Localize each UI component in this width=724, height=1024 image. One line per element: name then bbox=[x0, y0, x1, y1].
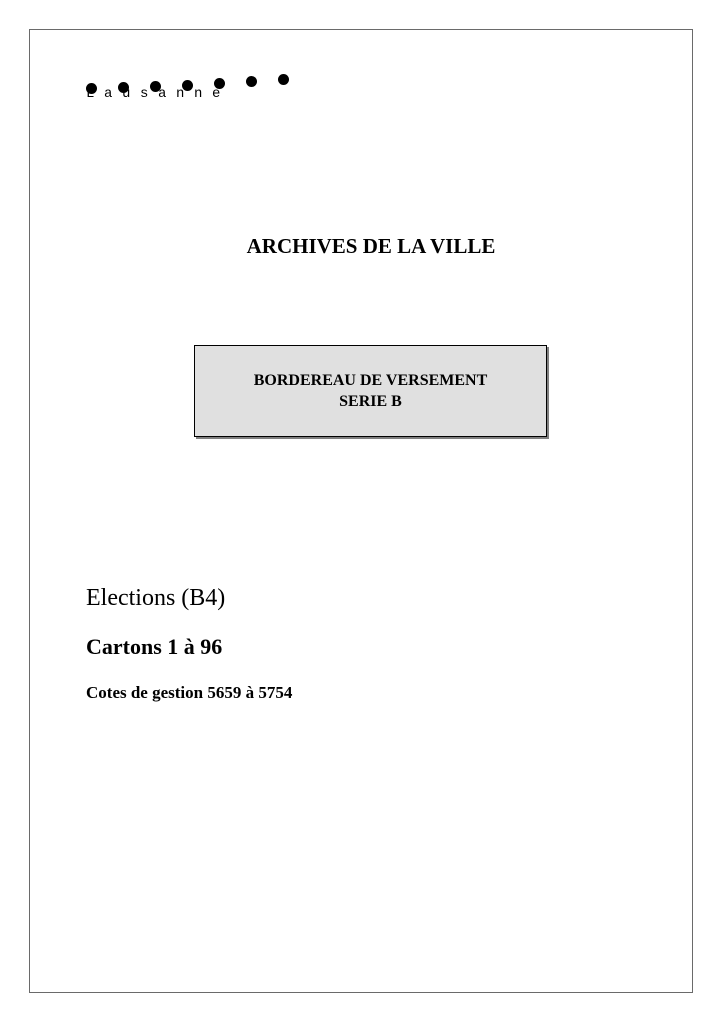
logo-wordmark: Lausanne bbox=[86, 86, 231, 102]
lausanne-logo bbox=[84, 72, 304, 112]
bordereau-box bbox=[194, 345, 547, 437]
archives-title: ARCHIVES DE LA VILLE bbox=[246, 234, 496, 258]
logo-dot-icon bbox=[246, 76, 257, 87]
page-frame bbox=[29, 29, 693, 993]
logo-dot-icon bbox=[278, 74, 289, 85]
fonds-title: Elections (B4) bbox=[86, 585, 226, 611]
cartons-range: Cartons 1 à 96 bbox=[86, 634, 223, 659]
bordereau-line2: SERIE B bbox=[339, 393, 402, 410]
cotes-range: Cotes de gestion 5659 à 5754 bbox=[86, 683, 293, 702]
bordereau-line1: BORDEREAU DE VERSEMENT bbox=[253, 372, 488, 389]
